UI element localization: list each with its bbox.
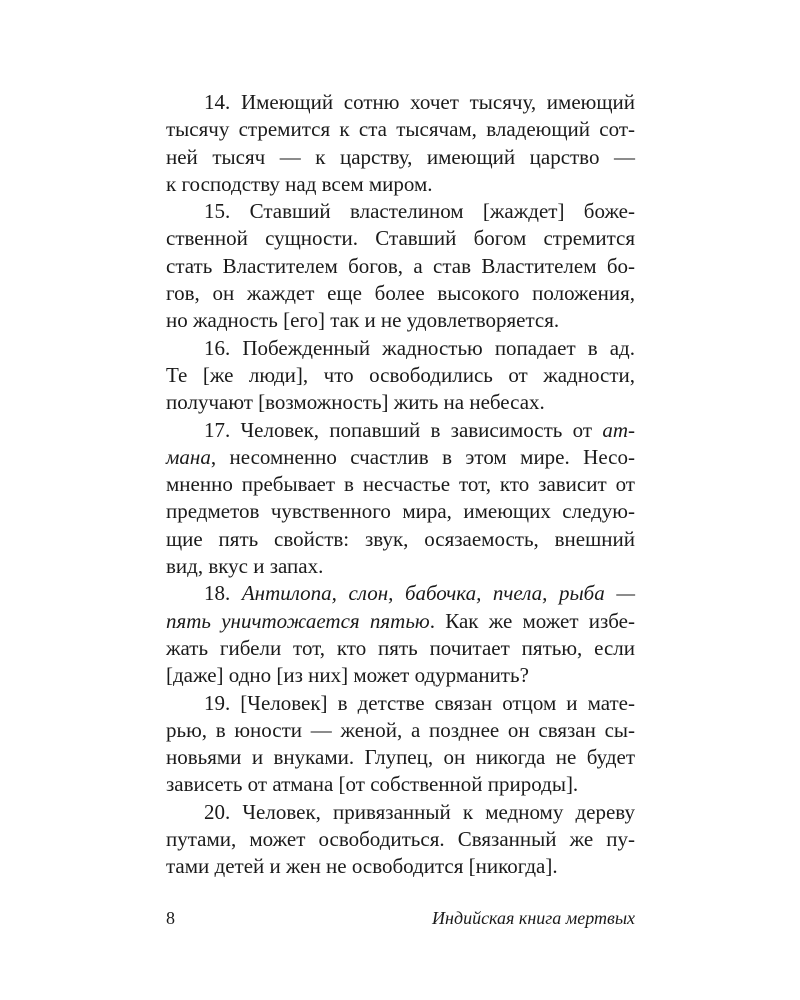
text-line: 20. Человек, привязанный к медному дереву [204, 799, 635, 824]
paragraph-18 [166, 580, 635, 689]
text-segment: , несомненно счастлив в этом мире. Несо- [210, 444, 635, 469]
text-line: 15. Ставший властелином [жаждет] боже- [204, 199, 635, 224]
text-line: Те [же люди], что освободились от жадности, [166, 362, 635, 387]
text-line: жать гибели тот, кто пять почитает пятью, если [166, 635, 635, 660]
text-line: тысячу стремится к ста тысячам, владеющий сот- [166, 117, 635, 142]
text-line: предметов чувственного мира, имеющих следую- [166, 499, 635, 524]
text-line: рью, в юности — женой, а позднее он связан сы- [166, 717, 635, 742]
running-title: Индийская книга мертвых [432, 908, 635, 928]
paragraph-19 [166, 690, 635, 799]
text-line: щие пять свойств: звук, осязаемость, внешний [166, 526, 635, 551]
paragraph-15 [166, 198, 635, 334]
text-line: стать Властителем богов, а став Властителем бо- [166, 253, 635, 278]
text-line: мненно пребывает в несчастье тот, кто зависит от [166, 472, 635, 497]
text-line: путами, может освободиться. Связанный же пу- [166, 827, 635, 852]
paragraph-16 [166, 335, 635, 417]
text-line: ней тысяч — к царству, имеющий царство — [166, 144, 635, 169]
text-line: гов, он жаждет еще более высокого положения, [166, 281, 635, 306]
text-line: к господству над всем миром. [166, 171, 433, 196]
text-line: [даже] одно [из них] может одурманить? [166, 663, 529, 688]
text-line: вид, вкус и запах. [166, 554, 324, 579]
text-line: 16. Побежденный жадностью попадает в ад. [204, 335, 635, 360]
text-line [166, 608, 635, 635]
text-line: зависеть от атмана [от собственной природы]. [166, 772, 579, 797]
text-line [166, 417, 635, 444]
text-line: 14. Имеющий сотню хочет тысячу, имеющий [204, 90, 635, 114]
text-line: 19. [Человек] в детстве связан отцом и мате- [204, 690, 635, 715]
main-text [166, 89, 635, 881]
text-line: ственной сущности. Ставший богом стремится [166, 226, 635, 251]
text-line: тами детей и жен не освободится [никогда]. [166, 854, 558, 879]
italic-quote: Антилопа, слон, бабочка, пчела, рыба — [241, 581, 635, 606]
italic-term: мана [166, 444, 211, 469]
text-line [166, 444, 635, 471]
text-line: но жадность [его] так и не удовлетворяется. [166, 308, 560, 333]
paragraph-14 [166, 89, 635, 198]
text-line: получают [возможность] жить на небесах. [166, 390, 545, 415]
text-line: новьями и внуками. Глупец, он никогда не будет [166, 745, 635, 770]
text-segment: 17. Человек, попавший в зависимость от [204, 417, 603, 442]
italic-quote: пять уничтожается пятью [166, 608, 430, 633]
paragraph-17 [166, 417, 635, 581]
text-segment: 18. [204, 581, 242, 606]
text-line [166, 580, 635, 607]
paragraph-20 [166, 799, 635, 881]
text-segment: . Как же может избе- [429, 608, 635, 633]
page-number: 8 [166, 908, 175, 928]
italic-term: ат- [602, 417, 635, 442]
